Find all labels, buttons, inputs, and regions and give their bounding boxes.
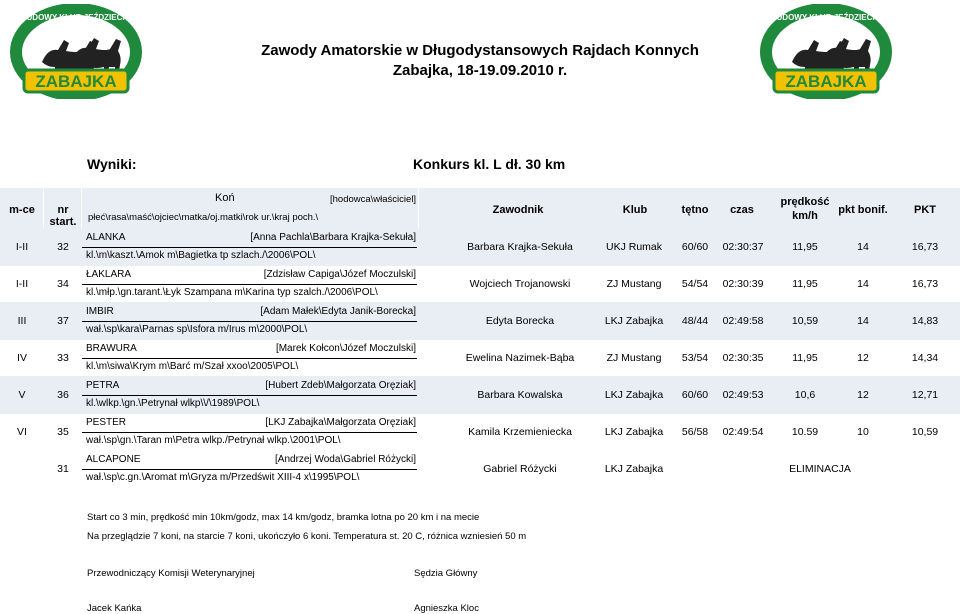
vet-commission-name: Jacek Kańka	[87, 603, 142, 614]
points-cell: 14,83	[911, 315, 939, 327]
club-cell: LKJ Zabajka	[604, 463, 664, 475]
points-cell: 16,73	[911, 241, 939, 253]
horse-owner: [LKJ Zabajka\Małgorzata Oręziak]	[265, 417, 416, 428]
col-header-bonus: pkt bonif.	[838, 204, 888, 216]
speed-cell: 10.59	[791, 426, 819, 438]
horse-owner: [Anna Pachla\Barbara Krajka-Sekuła]	[250, 232, 416, 243]
horse-owner: [Andrzej Woda\Gabriel Różycki]	[275, 454, 416, 465]
horse-pedigree: wał.\sp\c.gn.\Aromat m\Gryza m/Przedświt XIII-4 x\1995\POL\	[86, 472, 360, 483]
rider-cell: Wojciech Trojanowski	[469, 278, 571, 290]
col-header-start-no: nr start.	[49, 204, 77, 228]
col-header-points: PKT	[914, 204, 936, 216]
club-cell: LKJ Zabajka	[604, 426, 664, 438]
bonus-cell: 12	[857, 352, 869, 364]
pulse-cell: 60/60	[681, 389, 709, 401]
time-cell: 02:30:35	[722, 352, 764, 364]
notes-line-1: Start co 3 min, prędkość min 10km/godz, max 14 km/godz, bramka lotna po 20 km i na mecie	[87, 512, 480, 523]
start-number-cell: 31	[57, 463, 69, 475]
col-header-speed: prędkość	[780, 196, 830, 208]
bonus-cell: 14	[857, 278, 869, 290]
col-header-club: Klub	[622, 204, 648, 216]
col-header-place: m-ce	[9, 204, 35, 216]
col-header-time: czas	[730, 204, 754, 216]
svg-text:LUDOWY KLUB JEŹDZIECKI: LUDOWY KLUB JEŹDZIECKI	[771, 13, 881, 22]
pulse-cell: 53/54	[681, 352, 709, 364]
speed-cell: 11,95	[792, 352, 818, 364]
bonus-cell: 12	[857, 389, 869, 401]
status-cell: ELIMINACJA	[789, 463, 851, 475]
col-header-owner: [hodowca\właściciel]	[330, 194, 417, 205]
speed-cell: 11,95	[792, 278, 818, 290]
horse-owner: [Hubert Zdeb\Małgorzata Oręziak]	[265, 380, 416, 391]
pulse-cell: 60/60	[681, 241, 709, 253]
horse-name: PETRA	[86, 380, 120, 391]
vet-commission-label: Przewodniczący Komisji Weterynaryjnej	[87, 568, 255, 579]
start-number-cell: 34	[57, 278, 69, 290]
pulse-cell: 54/54	[681, 278, 709, 290]
time-cell: 02:30:39	[722, 278, 764, 290]
place-cell: VI	[17, 426, 27, 438]
column-divider	[418, 188, 419, 230]
event-date-location: Zabajka, 18-19.09.2010 r.	[392, 62, 568, 79]
rider-cell: Ewelina Nazimek-Bąba	[465, 352, 575, 364]
horse-pedigree: kl.\m\kaszt.\Amok m\Bagietka tp szlach./\2006\POL\	[86, 250, 316, 261]
horse-name: PESTER	[86, 417, 127, 428]
speed-cell: 10,6	[794, 389, 816, 401]
rider-cell: Barbara Kowalska	[477, 389, 563, 401]
time-cell: 02:49:53	[722, 389, 764, 401]
col-header-pedigree: płeć\rasa\maść\ojciec\matka/oj.matki\rok ur.\kraj poch.\	[88, 212, 319, 223]
event-title: Zawody Amatorskie w Długodystansowych Rajdach Konnych	[261, 42, 699, 59]
col-header-horse: Koń	[215, 192, 235, 204]
horse-separator	[82, 321, 417, 322]
bonus-cell: 14	[857, 315, 869, 327]
horse-separator	[82, 395, 417, 396]
rider-cell: Gabriel Różycki	[483, 463, 557, 475]
horse-owner: [Marek Kołcon\Józef Moczulski]	[275, 343, 416, 354]
horse-name: IMBIR	[86, 306, 114, 317]
club-cell: LKJ Zabajka	[604, 315, 664, 327]
time-cell: 02:30:37	[722, 241, 764, 253]
horse-pedigree: kl.\m\siwa\Krym m\Barć m/Szał xxoo\2005\POL\	[86, 361, 299, 372]
notes-line-2: Na przeglądzie 7 koni, na starcie 7 koni, ukończyło 6 koni. Temperatura st. 20 C, różnica wzniesień 50 m	[87, 531, 527, 542]
horse-name: ŁAKLARA	[86, 269, 132, 280]
start-number-cell: 32	[57, 241, 69, 253]
speed-cell: 10,59	[791, 315, 819, 327]
horse-owner: [Zdzisław Capiga\Józef Moczulski]	[263, 269, 416, 280]
start-number-cell: 35	[57, 426, 69, 438]
horse-separator	[82, 247, 417, 248]
horse-separator	[82, 358, 417, 359]
place-cell: V	[18, 389, 26, 401]
start-number-cell: 37	[57, 315, 69, 327]
club-logo-right	[752, 4, 900, 99]
col-header-pulse: tętno	[681, 204, 709, 216]
chief-judge-name: Agnieszka Kloc	[414, 603, 479, 614]
chief-judge-label: Sędzia Główny	[414, 568, 478, 579]
horse-pedigree: wał.\sp\kara\Parnas sp\Isfora m/Irus m\2000\POL\	[86, 324, 308, 335]
horse-name: ALCAPONE	[86, 454, 141, 465]
rider-cell: Edyta Borecka	[485, 315, 555, 327]
club-cell: UKJ Rumak	[605, 241, 662, 253]
club-cell: ZJ Mustang	[606, 278, 662, 290]
place-cell: IV	[17, 352, 27, 364]
svg-text:ZABAJKA: ZABAJKA	[785, 72, 867, 91]
horse-pedigree: kl.\wlkp.\gn.\Petrynał wlkp\\/\1989\POL\	[86, 398, 260, 409]
results-label: Wyniki:	[87, 156, 137, 172]
bonus-cell: 14	[857, 241, 869, 253]
points-cell: 16,73	[911, 278, 939, 290]
start-number-cell: 33	[57, 352, 69, 364]
pulse-cell: 48/44	[681, 315, 709, 327]
points-cell: 14,34	[911, 352, 939, 364]
club-cell: LKJ Zabajka	[604, 389, 664, 401]
svg-text:LUDOWY KLUB JEŹDZIECKI: LUDOWY KLUB JEŹDZIECKI	[21, 13, 131, 22]
horse-name: BRAWURA	[86, 343, 137, 354]
horse-separator	[82, 469, 417, 470]
rider-cell: Kamila Krzemieniecka	[468, 426, 572, 438]
club-logo-left	[2, 4, 150, 99]
points-cell: 10,59	[911, 426, 939, 438]
place-cell: I-II	[15, 241, 29, 253]
time-cell: 02:49:58	[722, 315, 764, 327]
time-cell: 02:49:54	[722, 426, 764, 438]
points-cell: 12,71	[911, 389, 939, 401]
horse-pedigree: wał.\sp\gn.\Taran m\Petra wlkp./Petrynał wlkp.\2001\POL\	[86, 435, 341, 446]
col-header-rider: Zawodnik	[492, 204, 544, 216]
rider-cell: Barbara Krajka-Sekuła	[467, 241, 573, 253]
horse-separator	[82, 284, 417, 285]
speed-cell: 11,95	[792, 241, 818, 253]
place-cell: III	[17, 315, 27, 327]
svg-text:ZABAJKA: ZABAJKA	[35, 72, 117, 91]
bonus-cell: 10	[857, 426, 869, 438]
place-cell: I-II	[15, 278, 29, 290]
horse-owner: [Adam Małek\Edyta Janik-Borecka]	[260, 306, 416, 317]
horse-separator	[82, 432, 417, 433]
club-cell: ZJ Mustang	[606, 352, 662, 364]
competition-label: Konkurs kl. L dł. 30 km	[413, 156, 566, 172]
pulse-cell: 56/58	[681, 426, 709, 438]
horse-pedigree: kl.\młp.\gn.tarant.\Łyk Szampana m\Karina typ szalch./\2006\POL\	[86, 287, 378, 298]
horse-name: ALANKA	[86, 232, 126, 243]
col-header-speed-unit: km/h	[792, 210, 818, 222]
start-number-cell: 36	[57, 389, 69, 401]
